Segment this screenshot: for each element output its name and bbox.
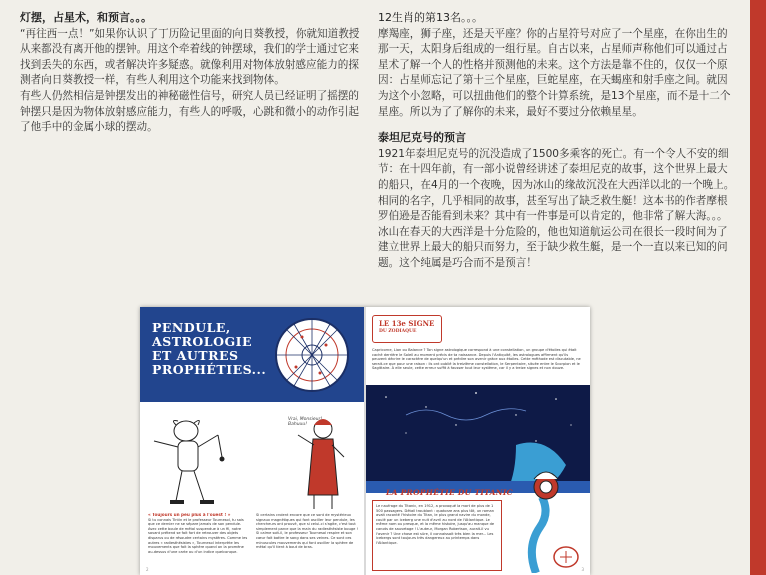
titanic-title-text: LA PROPHÉTIE DU xyxy=(386,488,472,497)
genie-cartoon-illustration xyxy=(506,457,586,573)
page-number-right: 3 xyxy=(581,567,584,572)
left-article-column xyxy=(20,10,360,136)
titanic-text-box: Le naufrage du Titanic, en 1912, a provoqué la mort de plus de 1 500 passagers. Détail troublant : quatorze ans plus tôt, un roman avait raconté l'histoire du Titan, le plus grand navire du monde, coulé par un iceberg une nuit d'avril au nord de l'Atlantique. Le même nom ou presque, et la même histoire, jusqu'au manque de canots de sauvetage ! L'auteur, Morgan Robertson, aurait-il vu l'avenir ? Une chose est sûre, il connaissait très bien la mer... Les icebergs sont toujours très dangereux au printemps dans l'Atlantique. xyxy=(372,500,502,571)
pendulum-paragraph-1: “再往西一点！”如果你认识了丁历险记里面的向日葵教授，你就知道教授从来都没有离开他的摆钟。用这个牵着线的钟摆球，我们的学士通过它来找到丢失的东西，或者解决许多疑惑。就像利用对物体放射感应能力的探测者向日葵教授一样，有些人利用这个功能来找到物体。 xyxy=(20,27,360,87)
magazine-left-page xyxy=(140,307,365,575)
zodiac-intro-text: Capricorne, Lion ou Balance ? Ton signe astrologique correspond à une constellation, un groupe d'étoiles qui était caché derrière le Soleil au moment précis de ta naissance. Depuis l'Antiquité, les astrologues affirment qu'ils peuvent décrire le caractère de quelqu'un et prédire son avenir grâce aux étoiles. Cette méthode est discutable, ne serait-ce que pour une raison : ils ont oublié la treizième constellation, le Serpentaire, située entre le Scorpion et le Sagittaire. À elle seule, cette erreur suffit à fausser tout leur système, car il y a treize signes et non douze. xyxy=(372,348,581,371)
magazine-left-column-a xyxy=(148,513,248,571)
magazine-left-column-b xyxy=(256,513,358,571)
zodiac-heading: 12生肖的第13名。。。 xyxy=(378,11,483,24)
title-line: PENDULE, xyxy=(152,320,231,335)
zodiac-paragraph: 摩羯座，狮子座，还是天平座？你的占星符号对应了一个星座，在你出生的那一天，太阳身后组成的一组行星。自古以来，占星师声称他们可以通过占星术了解一个人的性格并预测他的未来。这个方法是靠不住的，仅仅一个原因：占星师忘记了第十三个星座，巨蛇星座，在天蝎座和射手座之间。就因为这个小忽略，可以扭曲他们的整个计算系统，是13个星座，而不是十二个星座。所以为了了解你的未来，最好不要过分依赖星星。 xyxy=(378,27,731,118)
magazine-body-text: Si certains croient encore que ce sont de mystérieux signaux magnétiques qui font osciller leur pendule, les chercheurs ont prouvé, que si celui-ci s'agite, c'est tout simplement parce que la main du radiesthésiste bouge ! Si calme soit-il, le professeur Tournesol respire et son cœur fait battre le sang dans ses veines. Ce sont ces minuscules mouvements qui font osciller la sphère de métal qu'il tient à bout de bras. xyxy=(256,513,358,550)
titanic-heading: 泰坦尼克号的预言 xyxy=(378,131,466,145)
magazine-body-text: Si tu connais Tintin et le professeur Tournesol, tu sais que ce dernier ne se sépare jamais de son pendule. Avec cette boule de métal suspendue à un fil, notre savant prétend se fait fort de retrouver des objets disparus ou de résoudre certains mystères. Comme les autres « radiesthésistes », Tournesol interprète les mouvements que fait la sphère quand on la promène au-dessus d'une carte ou d'un indice quelconque. xyxy=(148,517,248,554)
zodiac-wheel-illustration xyxy=(268,315,356,395)
magazine-spread-image xyxy=(140,307,590,575)
thirteenth-sign-badge xyxy=(372,315,442,343)
title-line: ET AUTRES xyxy=(152,348,239,363)
right-article-column xyxy=(378,10,736,272)
magazine-right-page xyxy=(366,307,590,575)
magazine-title xyxy=(152,320,267,377)
page-number-left: 2 xyxy=(146,567,149,572)
red-edge-strip xyxy=(750,0,766,575)
title-line: ASTROLOGIE xyxy=(152,334,253,349)
title-line: PROPHÉTIES... xyxy=(152,362,267,377)
badge-line-1: LE 13e SIGNE xyxy=(379,319,435,328)
pendulum-heading: 灯摆，占星术，和预言。。。 xyxy=(20,11,152,24)
titanic-title-ship: TITANIC xyxy=(474,488,513,497)
pendulum-paragraph-2: 有些人仍然相信是钟摆发出的神秘磁性信号，研究人员已经证明了摇摆的钟摆只是因为物体放射感应能力，有些人的呼吸，心跳和微小的动作引起了他手中的金属小球的摆动。 xyxy=(20,89,359,134)
speech-bubble: Vrai, Monsieur! Bahuuu! xyxy=(288,417,323,427)
badge-line-2: DU ZODIAQUE xyxy=(379,329,417,334)
titanic-paragraph: 1921年泰坦尼克号的沉没造成了1500多乘客的死亡。有一个令人不安的细节：在十四年前，有一部小说曾经讲述了泰坦尼克的故事，这个世界上最大的船只，在4月的一个夜晚，因为冰山的缘故沉没在大西洋以北的一个晚上。相同的名字，几乎相同的故事，甚至写出了缺乏救生艇！这本书的作者摩根罗伯逊是否能看到未来？其中有一件事是可以肯定的，他非常了解大海。。。冰山在春天的大西洋是十分危险的，他也知道航运公司在很长一段时间为了建立世界上最大的船只而努力，至于缺少救生艇，是一个一直以来已知的问题。这个纯属是巧合而不是预言！ xyxy=(378,147,735,269)
magazine-subheading: « Toujours un peu plus à l'ouest ! » xyxy=(148,513,231,517)
